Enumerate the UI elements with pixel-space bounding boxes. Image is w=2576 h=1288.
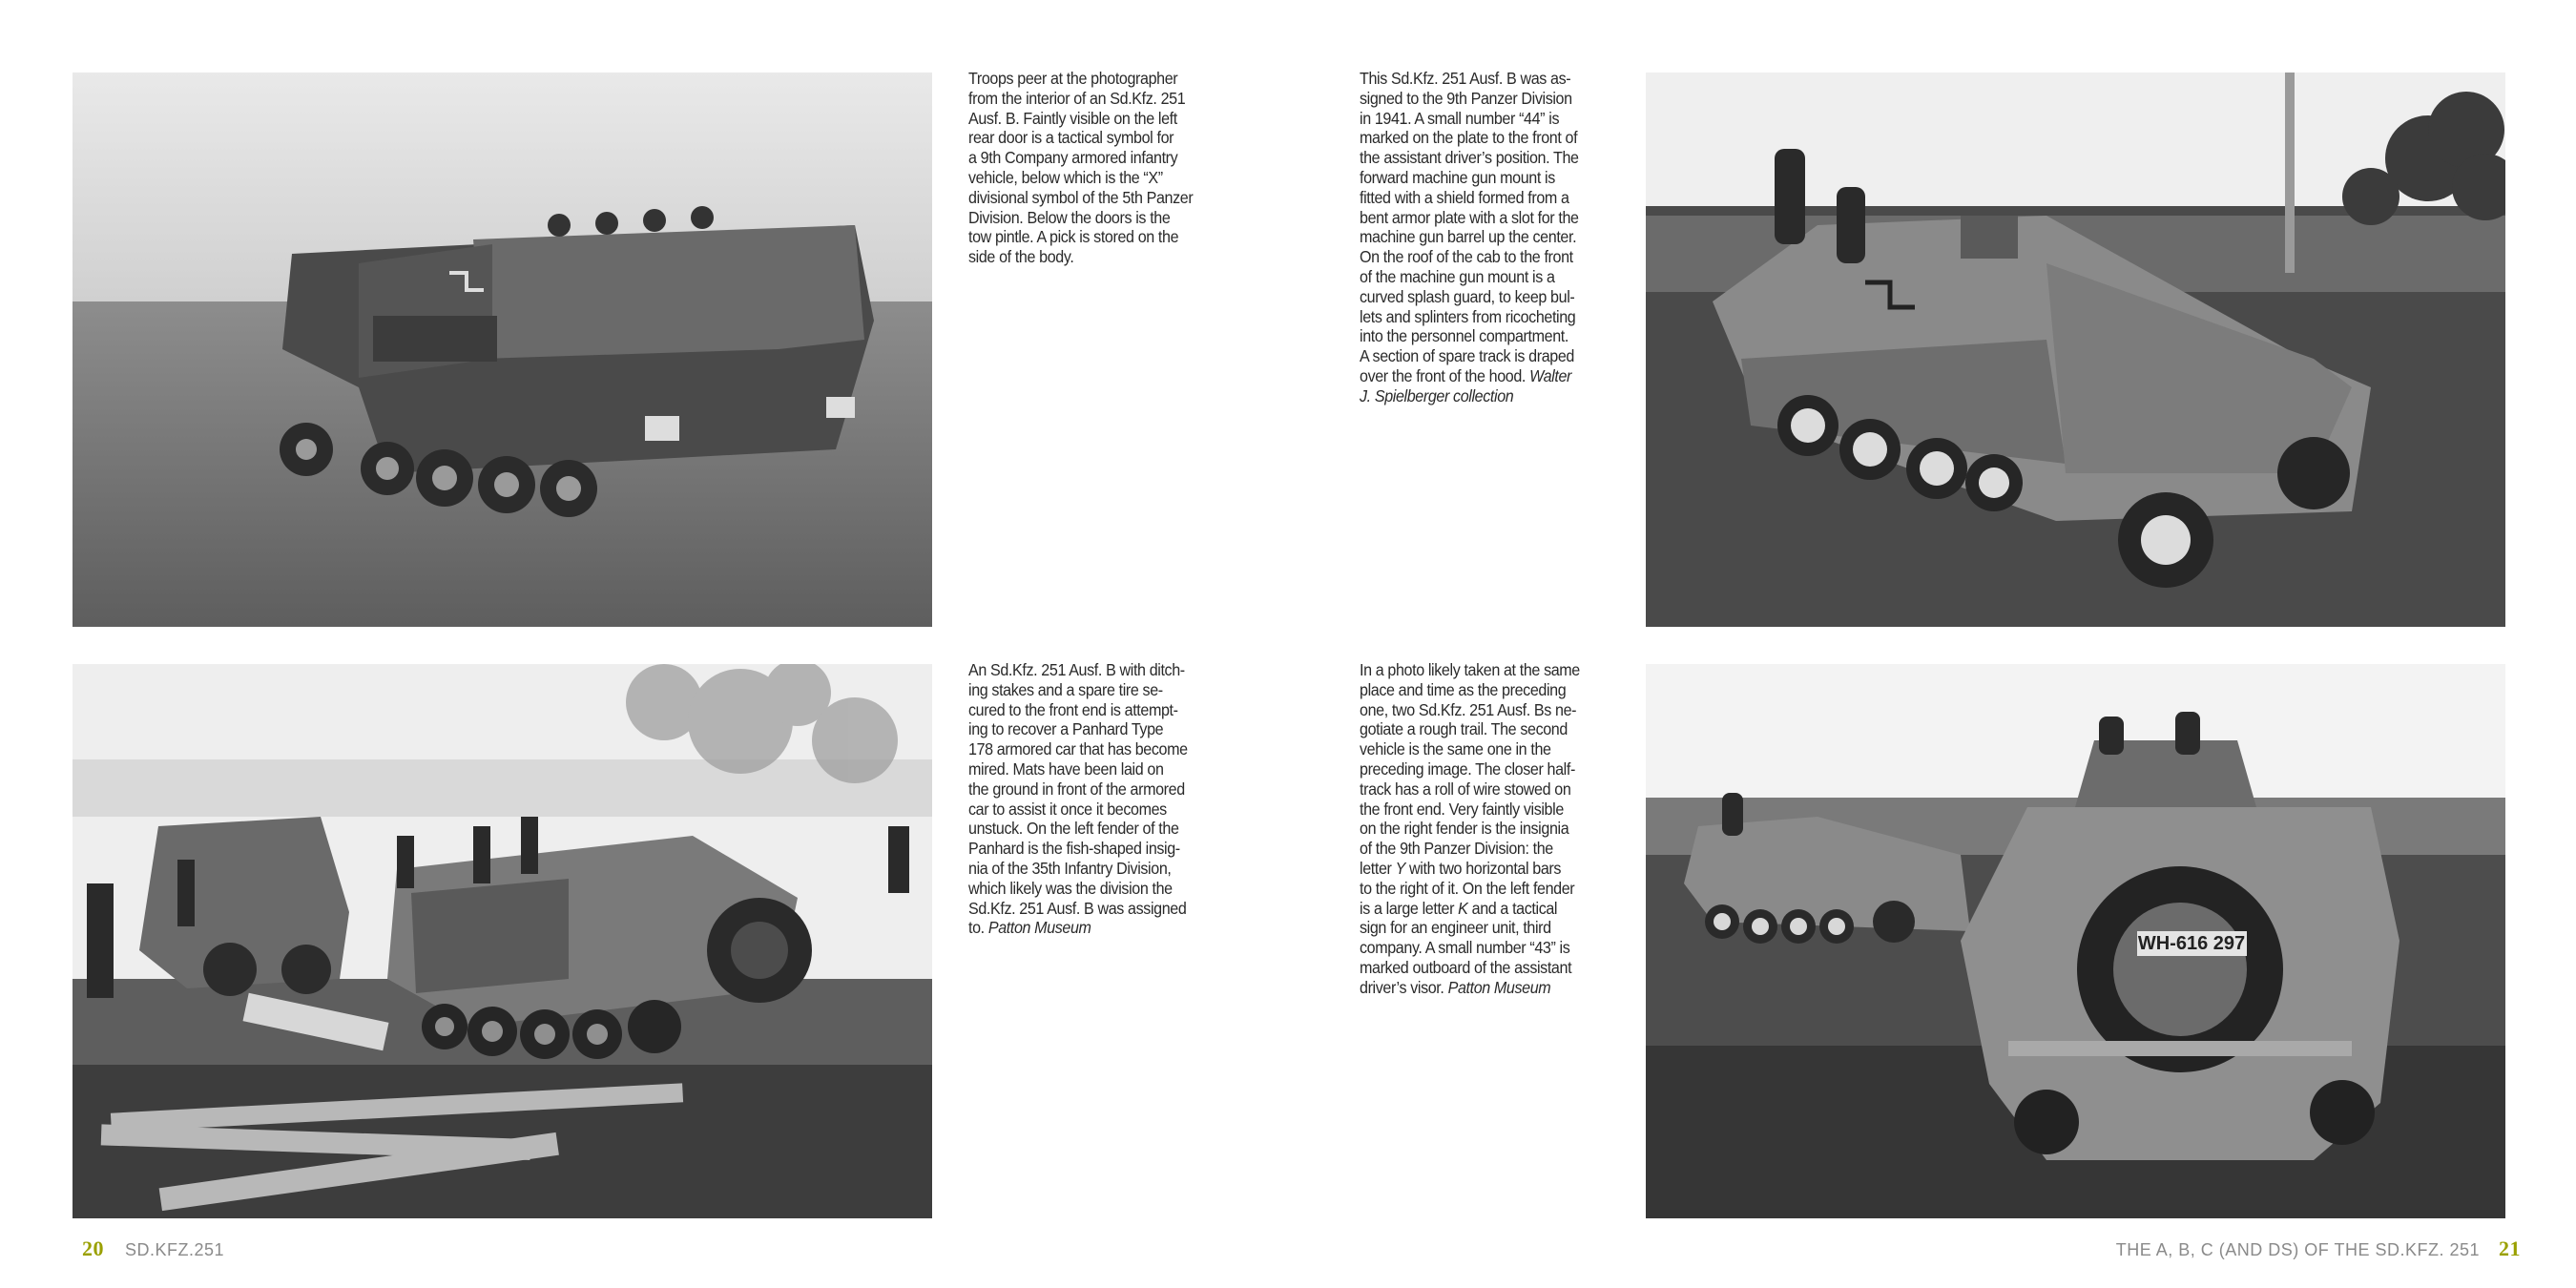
right-page-footer [2116,1236,2521,1261]
caption-line: one, two Sd.Kfz. 251 Ausf. Bs ne- [1360,699,1577,719]
caption-line: A section of spare track is draped [1360,346,1574,366]
right-page-number: 21 [2499,1236,2521,1260]
right-running-head: THE A, B, C (AND DS) OF THE SD.KFZ. 251 [2115,1240,2480,1259]
caption-line: in 1941. A small number “44” is [1360,108,1560,128]
caption-last-line [968,918,1208,938]
caption-line: bent armor plate with a slot for the [1360,207,1579,227]
caption-line: Sd.Kfz. 251 Ausf. B was assigned [968,898,1187,918]
caption-line: signed to the 9th Panzer Division [1360,88,1572,108]
caption-line: mired. Mats have been laid on [968,758,1164,779]
two-halftracks-illustration [1646,664,2505,1218]
caption-line: on the right fender is the insignia [1360,819,1569,839]
caption-line: Troops peer at the photographer [968,69,1178,88]
caption-line: lets and splinters from ricocheting [1360,306,1576,326]
caption-line: divisional symbol of the 5th Panzer [968,187,1194,207]
photo-credit: Walter [1529,365,1572,385]
caption-line: An Sd.Kfz. 251 Ausf. B with ditch- [968,660,1185,679]
caption-line: On the roof of the cab to the front [1360,247,1573,267]
halftrack-rear-illustration [73,73,932,627]
caption-line: unstuck. On the left fender of the [968,819,1179,839]
ninth-panzer-illustration [1646,73,2505,627]
caption-line: machine gun barrel up the center. [1360,227,1577,247]
caption-line: forward machine gun mount is [1360,167,1555,187]
caption-troops [968,69,1208,267]
caption-text: with two horizontal bars [1404,858,1562,878]
caption-line: car to assist it once it becomes [968,799,1167,819]
caption-line: marked outboard of the assistant [1360,957,1572,977]
caption-line: preceding image. The closer half- [1360,758,1575,779]
caption-line: ing stakes and a spare tire se- [968,679,1163,699]
caption-line: cured to the front end is attempt- [968,699,1178,719]
caption-line: Division. Below the doors is the [968,207,1171,227]
caption-line: gotiate a rough trail. The second [1360,719,1568,739]
caption-line: to the right of it. On the left fender [1360,878,1575,898]
caption-same-place [1360,660,1599,998]
photo-ninth-panzer-halftrack [1646,73,2505,627]
caption-line: Ausf. B. Faintly visible on the left [968,108,1177,128]
caption-line: the front end. Very faintly visible [1360,799,1564,819]
caption-line: the assistant driver’s position. The [1360,148,1579,168]
caption-line: sign for an engineer unit, third [1360,918,1551,938]
left-running-head: SD.KFZ.251 [125,1240,225,1259]
caption-line: rear door is a tactical symbol for [968,128,1174,148]
caption-ninth-panzer [1360,69,1599,406]
caption-line: which likely was the division the [968,878,1173,898]
caption-line [1360,366,1599,386]
caption-text: is a large letter [1360,898,1459,918]
caption-line: company. A small number “43” is [1360,938,1570,958]
caption-line [1360,899,1599,919]
caption-line: into the personnel compartment. [1360,326,1568,346]
caption-line: marked on the plate to the front of [1360,128,1578,148]
photo-credit: Patton Museum [1447,977,1551,997]
photo-credit: J. Spielberger collection [1360,385,1514,405]
caption-line: In a photo likely taken at the same [1360,660,1580,679]
caption-line: from the interior of an Sd.Kfz. 251 [968,88,1186,108]
recovery-scene-illustration [73,664,932,1218]
photo-halftrack-rear-view [73,73,932,627]
caption-line [1360,859,1599,879]
photo-credit: Patton Museum [987,918,1091,938]
caption-text: to. [968,918,985,938]
caption-line: side of the body. [968,247,1074,267]
caption-line: of the machine gun mount is a [1360,266,1555,286]
caption-line: ing to recover a Panhard Type [968,719,1164,739]
caption-line: track has a roll of wire stowed on [1360,779,1571,799]
caption-line: nia of the 35th Infantry Division, [968,858,1172,878]
caption-line: place and time as the preceding [1360,679,1567,699]
left-page-footer [82,1236,224,1261]
caption-italic-letter: Y [1395,858,1405,878]
caption-line: This Sd.Kfz. 251 Ausf. B was as- [1360,69,1571,88]
left-page-number: 20 [82,1236,104,1260]
caption-text: and a tactical [1467,898,1558,918]
caption-line: the ground in front of the armored [968,779,1185,799]
caption-text: over the front of the hood. [1360,365,1527,385]
caption-line: a 9th Company armored infantry [968,148,1178,168]
caption-ditching-stakes [968,660,1208,938]
caption-line: curved splash guard, to keep bul- [1360,286,1575,306]
caption-line: 178 armored car that has become [968,739,1188,759]
vehicle-license-plate: WH-616 297 [2137,933,2246,954]
caption-line: vehicle, below which is the “X” [968,167,1163,187]
caption-line: of the 9th Panzer Division: the [1360,839,1553,859]
caption-italic-letter: K [1458,898,1468,918]
caption-line: Panhard is the fish-shaped insig- [968,839,1180,859]
photo-recovery-scene [73,664,932,1218]
caption-text: letter [1360,858,1396,878]
caption-line: fitted with a shield formed from a [1360,187,1569,207]
caption-text: driver’s visor. [1360,977,1444,997]
photo-two-halftracks [1646,664,2505,1218]
caption-line: vehicle is the same one in the [1360,739,1551,759]
caption-line: tow pintle. A pick is stored on the [968,227,1179,247]
caption-last-line [1360,978,1599,998]
